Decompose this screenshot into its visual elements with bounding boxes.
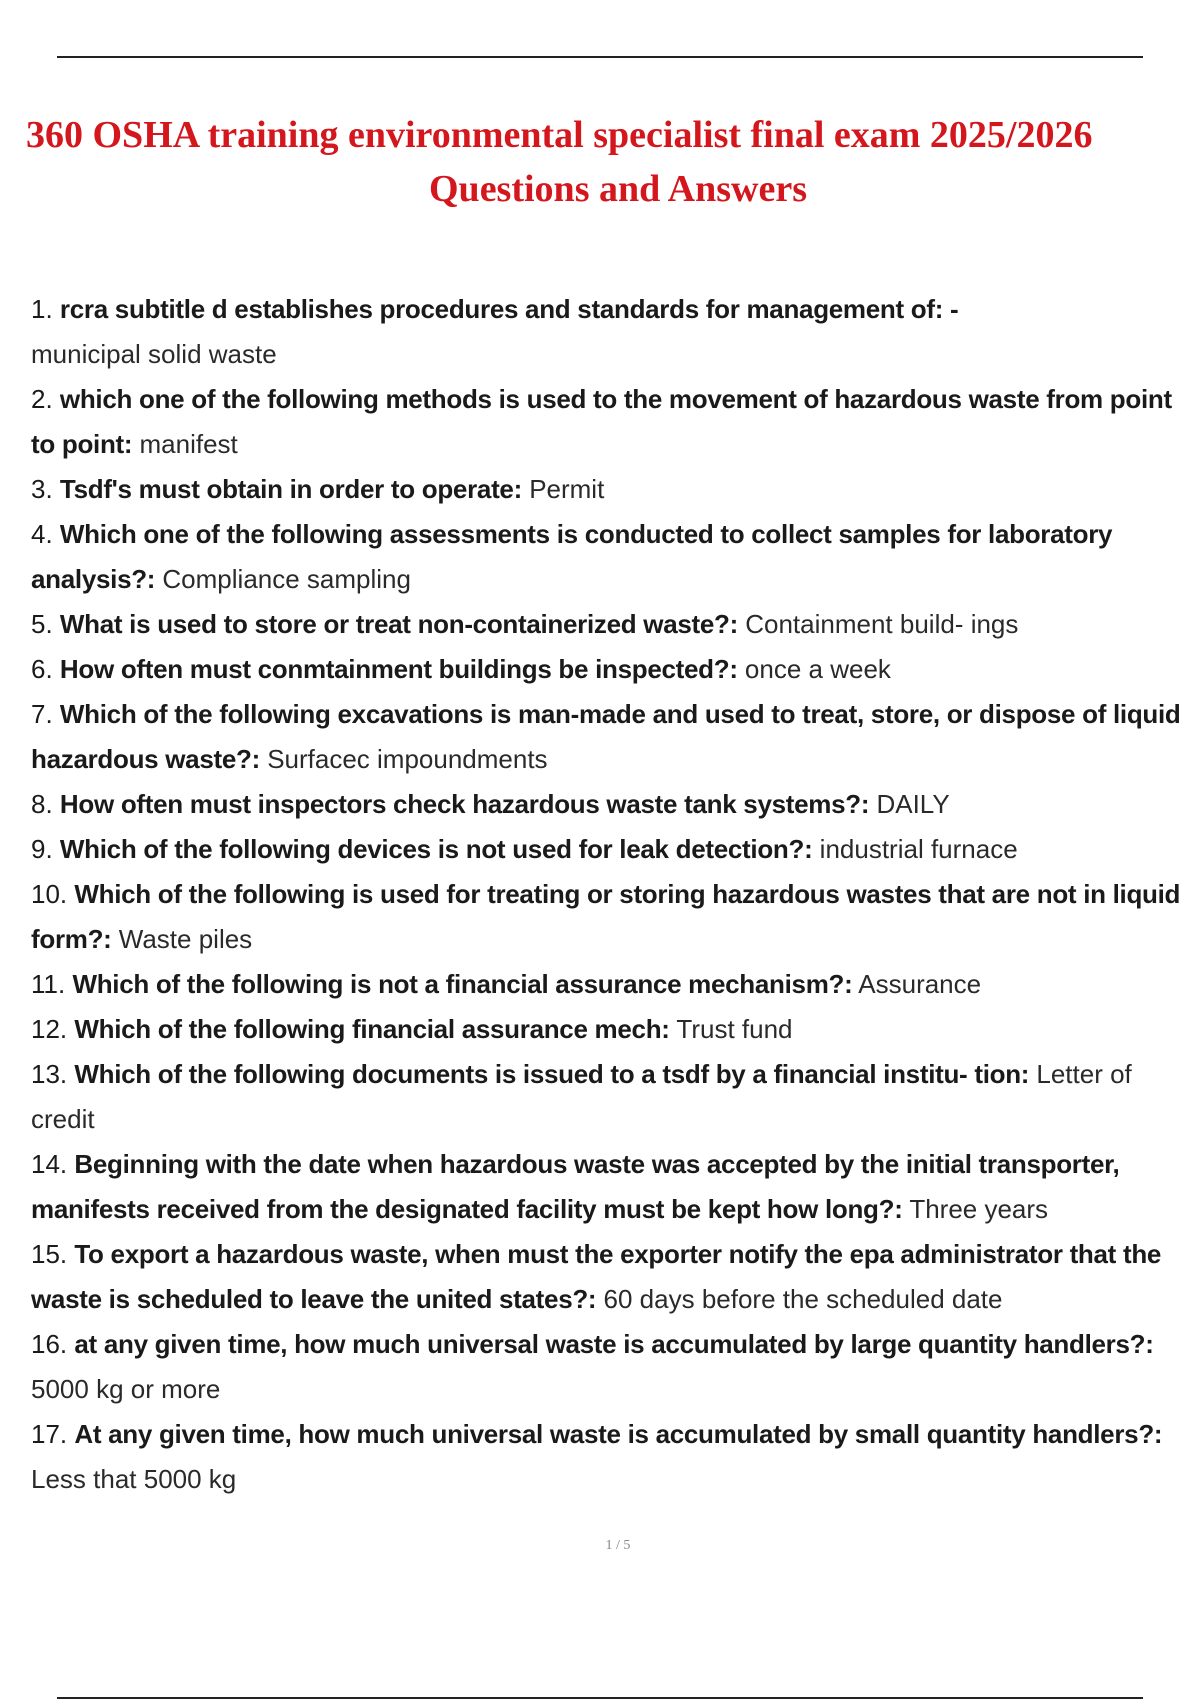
qa-number: 14. <box>31 1149 68 1179</box>
qa-item <box>31 377 1200 467</box>
qa-answer: 60 days before the scheduled date <box>603 1284 1003 1314</box>
qa-item <box>31 962 1200 1007</box>
qa-number: 16. <box>31 1329 68 1359</box>
qa-number: 2. <box>31 384 53 414</box>
qa-answer: industrial furnace <box>819 834 1018 864</box>
qa-question: How often must inspectors check hazardous waste tank systems?: <box>59 789 870 819</box>
qa-question: Which of the following excavations is man-made and used to treat, store, or dispose of liquid hazardous waste?: <box>31 699 1181 774</box>
qa-question: at any given time, how much universal waste is accumulated by large quantity handlers?: <box>74 1329 1154 1359</box>
qa-question: Beginning with the date when hazardous waste was accepted by the initial transporter, manifests received from the designated facility must be kept how long?: <box>31 1149 1120 1224</box>
qa-number: 12. <box>31 1014 68 1044</box>
qa-item <box>31 1412 1200 1502</box>
qa-question: How often must conmtainment buildings be inspected?: <box>59 654 738 684</box>
qa-item <box>31 782 1200 827</box>
page-indicator: 1 / 5 <box>605 1538 631 1553</box>
qa-question: To export a hazardous waste, when must the exporter notify the epa administrator that the waste is scheduled to leave the united states?: <box>31 1239 1162 1314</box>
qa-question: Which of the following is used for treating or storing hazardous wastes that are not in liquid form?: <box>31 879 1181 954</box>
document-subtitle: Questions and Answers <box>429 168 807 210</box>
qa-item <box>31 827 1200 872</box>
qa-answer: DAILY <box>876 789 950 819</box>
qa-number: 10. <box>31 879 68 909</box>
qa-answer: municipal solid waste <box>31 339 277 369</box>
qa-question: Which one of the following assessments is conducted to collect samples for laboratory analysis?: <box>31 519 1113 594</box>
qa-answer: Surfacec impoundments <box>267 744 548 774</box>
qa-question: Which of the following financial assurance mech: <box>74 1014 670 1044</box>
top-rule <box>57 56 1143 58</box>
qa-answer: Containment build- ings <box>745 609 1019 639</box>
qa-question: Which of the following is not a financial assurance mechanism?: <box>72 969 853 999</box>
bottom-rule <box>57 1697 1143 1699</box>
qa-number: 13. <box>31 1059 68 1089</box>
qa-question: which one of the following methods is used to the movement of hazardous waste from point to point: <box>31 384 1172 459</box>
qa-answer: 5000 kg or more <box>31 1374 221 1404</box>
qa-question: What is used to store or treat non-containerized waste?: <box>59 609 738 639</box>
qa-number: 15. <box>31 1239 68 1269</box>
qa-question: Which of the following documents is issued to a tsdf by a financial institu- tion: <box>74 1059 1030 1089</box>
qa-number: 4. <box>31 519 53 549</box>
qa-number: 9. <box>31 834 53 864</box>
qa-item <box>31 1007 1200 1052</box>
qa-item <box>31 602 1200 647</box>
qa-item <box>31 1142 1200 1232</box>
qa-question: Which of the following devices is not used for leak detection?: <box>59 834 813 864</box>
qa-number: 6. <box>31 654 53 684</box>
qa-answer: Permit <box>529 474 605 504</box>
qa-item <box>31 1322 1200 1412</box>
qa-item <box>31 692 1200 782</box>
qa-answer: Less that 5000 kg <box>31 1464 237 1494</box>
qa-answer: Compliance sampling <box>162 564 411 594</box>
qa-answer: Letter of credit <box>31 1059 1132 1134</box>
qa-number: 7. <box>31 699 53 729</box>
qa-item <box>31 467 1200 512</box>
qa-question: rcra subtitle d establishes procedures and standards for management of: - <box>59 294 959 324</box>
qa-item <box>31 287 1200 377</box>
qa-answer: once a week <box>744 654 891 684</box>
qa-item <box>31 512 1200 602</box>
qa-question: Tsdf's must obtain in order to operate: <box>59 474 522 504</box>
qa-number: 17. <box>31 1419 68 1449</box>
qa-question: At any given time, how much universal waste is accumulated by small quantity handlers?: <box>74 1419 1163 1449</box>
qa-number: 11. <box>31 969 66 999</box>
qa-number: 8. <box>31 789 53 819</box>
qa-item <box>31 1052 1200 1142</box>
qa-answer: Assurance <box>858 969 982 999</box>
qa-number: 3. <box>31 474 53 504</box>
qa-number: 5. <box>31 609 53 639</box>
qa-item <box>31 1232 1200 1322</box>
qa-answer: Trust fund <box>676 1014 793 1044</box>
document-title: 360 OSHA training environmental specialist final exam 2025/2026 <box>26 114 1093 156</box>
qa-item <box>31 872 1200 962</box>
qa-answer: Three years <box>909 1194 1049 1224</box>
qa-answer: manifest <box>139 429 238 459</box>
qa-item <box>31 647 1200 692</box>
qa-list <box>31 287 1200 1502</box>
qa-answer: Waste piles <box>118 924 253 954</box>
qa-number: 1. <box>31 294 53 324</box>
